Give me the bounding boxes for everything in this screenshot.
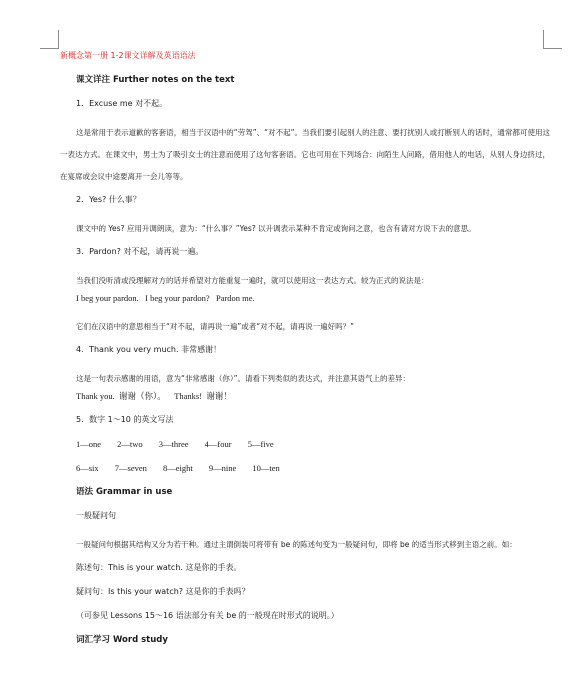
number-item: 6—six <box>76 463 99 473</box>
note-5-heading: 5．数字 1～10 的英文写法 <box>76 415 174 424</box>
note-3-paragraph: 当我们没听清或没理解对方的话并希望对方能重复一遍时，就可以使用这一表达方式。较为正式的说法是： <box>76 276 429 285</box>
grammar-example-statement: 陈述句：This is your watch. 这是你的手表。 <box>76 563 242 572</box>
document-page <box>60 50 550 658</box>
number-item: 2—two <box>117 439 143 449</box>
grammar-example-question: 疑问句：Is this your watch? 这是你的手表吗？ <box>76 587 250 596</box>
note-2-heading: 2．Yes? 什么事？ <box>76 195 141 204</box>
vocab-section-heading: 词汇学习 Word study <box>76 635 168 645</box>
note-3-examples: I beg your pardon. I beg your pardon? Pardon me. <box>76 293 255 303</box>
number-item: 7—seven <box>114 463 147 473</box>
number-item: 10—ten <box>252 463 280 473</box>
grammar-paragraph: 一般疑问句根据其结构又分为若干种。通过主谓倒装可将带有 be 的陈述句变为一般疑问句，即将 be 的适当形式移到主语之前。如： <box>76 540 517 549</box>
note-4-heading: 4．Thank you very much. 非常感谢！ <box>76 345 222 354</box>
number-item: 5—five <box>247 439 274 449</box>
note-4-paragraph: 这是一句表示感谢的用语，意为“非常感谢（你）”。请看下列类似的表达式，并注意其语气上的差异： <box>76 374 411 383</box>
page-corner-mark-left <box>40 30 59 49</box>
notes-section-heading: 课文详注 Further notes on the text <box>76 75 235 85</box>
note-2-paragraph: 课文中的 Yes? 应用升调朗读，意为：“什么事？”Yes? 以升调表示某种不肯定或询问之意，也含有请对方说下去的意思。 <box>76 224 476 233</box>
number-item: 8—eight <box>163 463 193 473</box>
grammar-subheading: 一般疑问句 <box>76 511 116 520</box>
note-3-heading: 3．Pardon? 对不起，请再说一遍。 <box>76 247 204 256</box>
numbers-row-1 <box>60 438 550 450</box>
note-3-paragraph-2: 它们在汉语中的意思相当于“对不起，请再说一遍”或者“对不起，请再说一遍好吗？” <box>76 322 355 331</box>
page-corner-mark-right <box>543 30 562 49</box>
number-item: 3—three <box>158 439 189 449</box>
note-1-heading: 1．Excuse me 对不起。 <box>76 99 168 108</box>
numbers-row-2 <box>60 462 550 474</box>
number-item: 4—four <box>204 439 232 449</box>
grammar-section-heading: 语法 Grammar in use <box>76 487 173 497</box>
number-item: 9—nine <box>208 463 237 473</box>
note-1-paragraph: 这是常用于表示道歉的客套语，相当于汉语中的“劳驾”、“对不起”。当我们要引起别人的注意、要打扰别人或打断别人的话时，通常都可使用这一表达方式。在课文中，男士为了吸引女士的注意而使用了这句客套语。它也可用在下列场合：向陌生人问路，借用他人的电话，从别人身边挤过，在宴席或会议中途要离开一会儿等等。 <box>60 128 550 181</box>
note-4-examples: Thank you. 谢谢（你）。 Thanks! 谢谢！ <box>76 391 232 401</box>
number-item: 1—one <box>76 439 102 449</box>
document-title: 新概念第一册 1-2课文详解及英语语法 <box>60 51 196 60</box>
grammar-note: （可参见 Lessons 15～16 语法部分有关 be 的一般现在时形式的说明。） <box>76 611 339 620</box>
